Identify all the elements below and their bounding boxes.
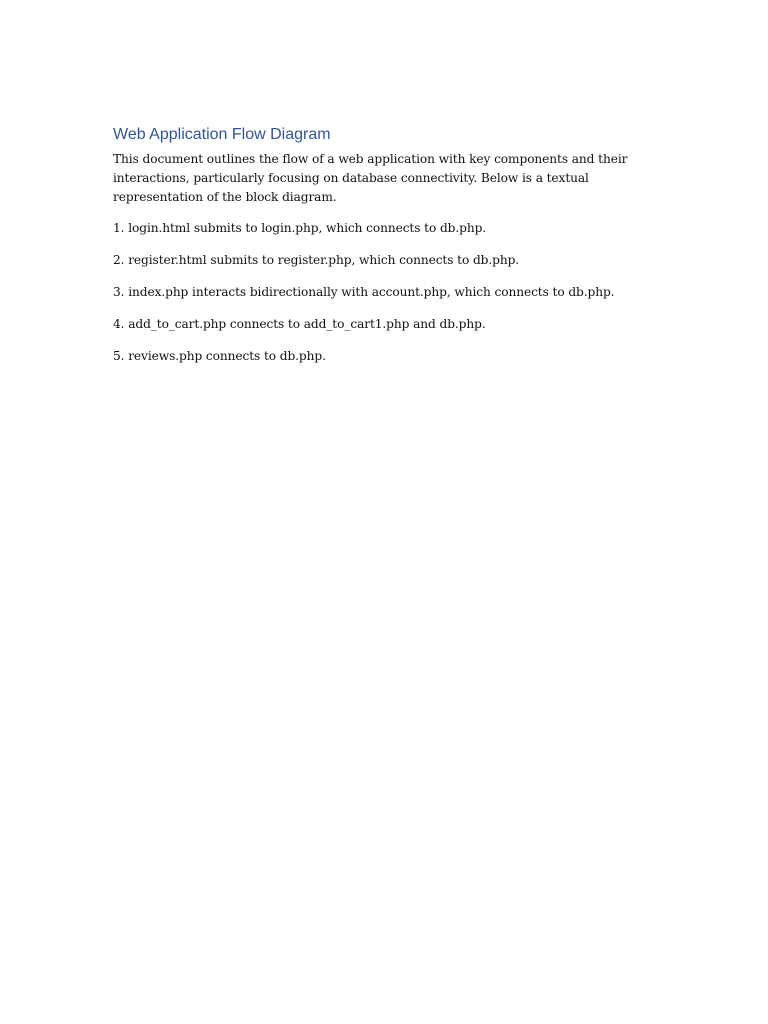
intro-line: This document outlines the flow of a web application with key components and their bbox=[113, 152, 628, 166]
intro-paragraph bbox=[113, 150, 633, 207]
flow-item-1: 1. login.html submits to login.php, which connects to db.php. bbox=[113, 221, 487, 235]
flow-item-5: 5. reviews.php connects to db.php. bbox=[113, 349, 326, 363]
document-content bbox=[113, 124, 633, 379]
flow-item-2: 2. register.html submits to register.php, which connects to db.php. bbox=[113, 253, 520, 267]
document-title: Web Application Flow Diagram bbox=[113, 126, 331, 143]
intro-line: interactions, particularly focusing on database connectivity. Below is a textual bbox=[113, 171, 589, 185]
intro-line: representation of the block diagram. bbox=[113, 190, 337, 204]
flow-item-4: 4. add_to_cart.php connects to add_to_cart1.php and db.php. bbox=[113, 317, 486, 331]
flow-item-3: 3. index.php interacts bidirectionally with account.php, which connects to db.php. bbox=[113, 285, 615, 299]
